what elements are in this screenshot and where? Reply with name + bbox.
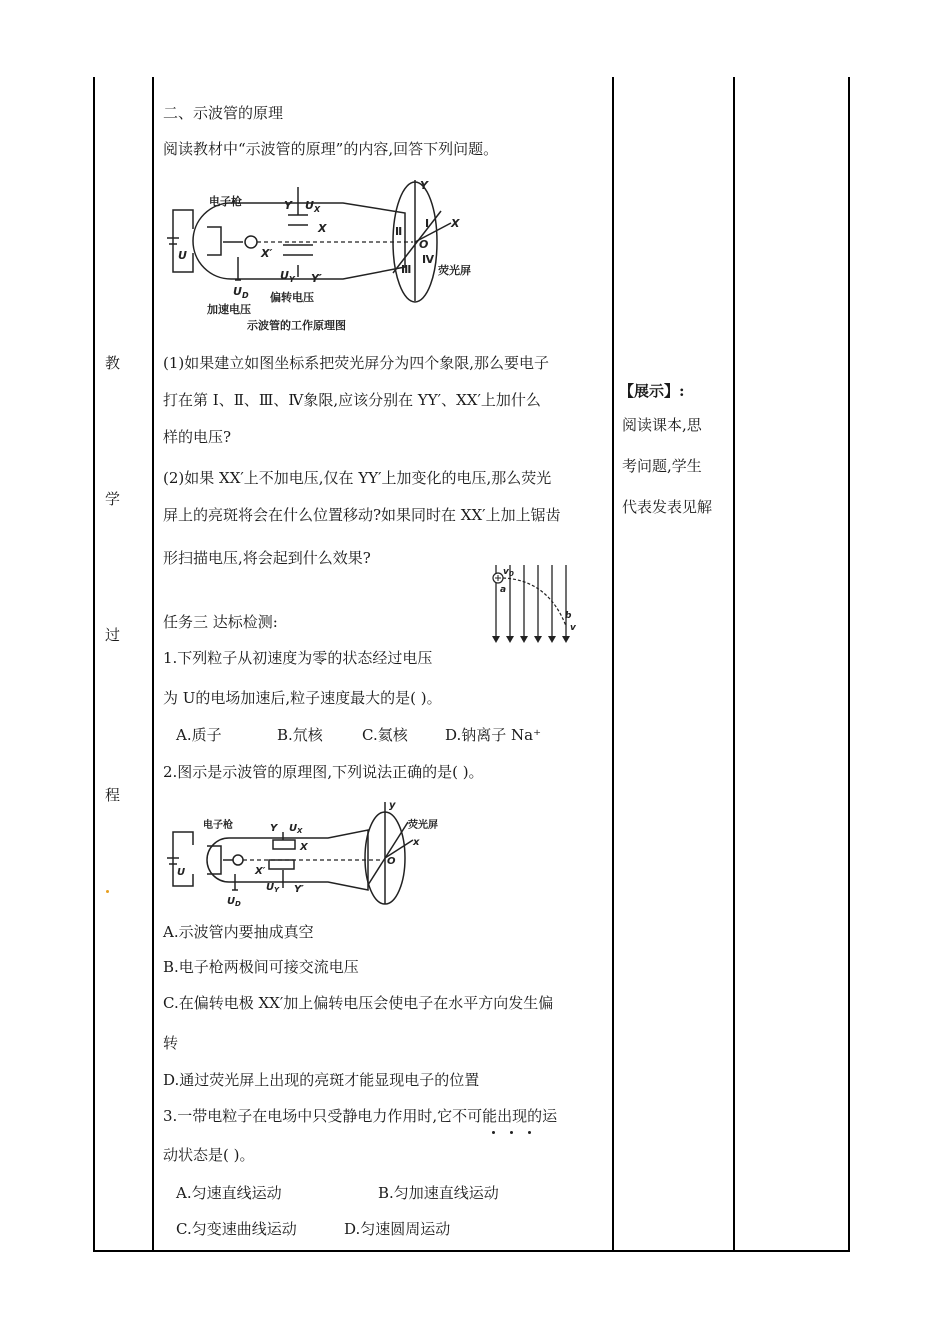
q1-line-1: (1)如果建立如图坐标系把荧光屏分为四个象限,那么要电子 — [163, 354, 550, 372]
emphasis-dot — [492, 1131, 495, 1134]
table-border-right — [848, 77, 850, 1252]
section-title: 二、示波管的原理 — [163, 104, 284, 122]
table-divider-3 — [733, 77, 735, 1252]
svg-text:X: X — [300, 842, 308, 853]
svg-text:a: a — [500, 585, 507, 595]
right-line-3: 代表发表见解 — [622, 498, 713, 516]
p3-option-c: C.匀变速曲线运动 — [176, 1220, 297, 1238]
q2-line-2: 屏上的亮斑将会在什么位置移动?如果同时在 XX′上加上锯齿 — [163, 506, 561, 524]
right-line-2: 考问题,学生 — [622, 457, 702, 475]
q2-line-3: 形扫描电压,将会起到什么效果? — [163, 549, 371, 567]
p2-option-b: B.电子枪两极间可接交流电压 — [163, 958, 359, 976]
svg-text:X: X — [451, 217, 460, 230]
q1-line-2: 打在第 Ⅰ、Ⅱ、Ⅲ、Ⅳ象限,应该分别在 YY′、XX′上加什么 — [163, 391, 541, 409]
oscilloscope-diagram-2 — [163, 800, 453, 910]
svg-text:示波管的工作原理图: 示波管的工作原理图 — [247, 319, 346, 332]
section-intro: 阅读教材中“示波管的原理”的内容,回答下列问题。 — [163, 140, 499, 158]
svg-text:Ⅰ: Ⅰ — [425, 217, 430, 230]
svg-text:D: D — [235, 900, 241, 908]
table-bottom-border — [93, 1250, 850, 1252]
svg-text:Y: Y — [289, 275, 295, 284]
svg-text:Ⅲ: Ⅲ — [401, 263, 412, 276]
svg-text:荧光屏: 荧光屏 — [438, 264, 471, 277]
emphasis-dot — [510, 1131, 513, 1134]
svg-text:Y′: Y′ — [311, 272, 322, 285]
svg-text:U: U — [178, 249, 187, 262]
svg-text:v: v — [570, 623, 576, 633]
svg-text:X′: X′ — [255, 866, 266, 877]
p2-option-d: D.通过荧光屏上出现的亮斑才能显现电子的位置 — [163, 1071, 480, 1089]
q1-line-3: 样的电压? — [163, 428, 232, 446]
svg-text:Ⅳ: Ⅳ — [422, 253, 435, 266]
p3-option-d: D.匀速圆周运动 — [344, 1220, 451, 1238]
svg-text:Y: Y — [420, 179, 428, 192]
svg-text:U: U — [233, 285, 242, 298]
svg-text:O: O — [419, 238, 429, 251]
p2-stem: 2.图示是示波管的原理图,下列说法正确的是( )。 — [163, 763, 484, 781]
p1-option-d: D.钠离子 Na⁺ — [445, 726, 542, 744]
p1-option-a: A.质子 — [176, 726, 222, 744]
q2-line-1: (2)如果 XX′上不加电压,仅在 YY′上加变化的电压,那么荧光 — [163, 469, 552, 487]
svg-text:Y: Y — [270, 823, 278, 834]
svg-text:Y: Y — [274, 886, 280, 894]
p2-option-a: A.示波管内要抽成真空 — [163, 923, 314, 941]
svg-text:X′: X′ — [261, 247, 273, 260]
svg-text:加速电压: 加速电压 — [207, 303, 251, 316]
svg-text:U: U — [289, 823, 298, 834]
svg-text:D: D — [242, 291, 249, 300]
svg-text:b: b — [565, 611, 572, 621]
table-divider-2 — [612, 77, 614, 1252]
svg-text:U: U — [305, 199, 314, 212]
emphasis-dot — [528, 1131, 531, 1134]
svg-text:U: U — [280, 269, 289, 282]
p3-option-a: A.匀速直线运动 — [176, 1184, 282, 1202]
svg-text:U: U — [227, 896, 236, 907]
svg-text:O: O — [387, 856, 396, 867]
left-char-2: 学 — [105, 490, 121, 508]
svg-text:v: v — [503, 567, 509, 577]
p2-option-c-cont: 转 — [163, 1034, 179, 1052]
oscilloscope-diagram-1 — [163, 175, 473, 335]
show-tag: 【展示】: — [619, 382, 685, 400]
p3-option-b: B.匀加速直线运动 — [378, 1184, 499, 1202]
svg-text:U: U — [177, 867, 186, 878]
p1-option-b: B.氘核 — [277, 726, 323, 744]
svg-text:U: U — [266, 882, 275, 893]
svg-text:偏转电压: 偏转电压 — [270, 291, 314, 304]
p1-line-1: 1.下列粒子从初速度为零的状态经过电压 — [163, 649, 433, 667]
table-divider-1 — [152, 77, 154, 1252]
svg-text:Ⅱ: Ⅱ — [395, 225, 403, 238]
p2-option-c: C.在偏转电极 XX′加上偏转电压会使电子在水平方向发生偏 — [163, 994, 554, 1012]
stray-mark — [106, 890, 109, 893]
svg-text:电子枪: 电子枪 — [209, 195, 242, 208]
p3-line-2: 动状态是( )。 — [163, 1146, 255, 1164]
task3-title: 任务三 达标检测: — [163, 613, 278, 631]
svg-text:电子枪: 电子枪 — [203, 820, 233, 831]
svg-text:x: x — [413, 837, 420, 848]
svg-text:荧光屏: 荧光屏 — [408, 820, 438, 831]
svg-text:X: X — [318, 222, 327, 235]
svg-text:0: 0 — [509, 570, 514, 578]
left-char-3: 过 — [105, 626, 121, 644]
right-line-1: 阅读课本,思 — [622, 416, 702, 434]
svg-text:Y′: Y′ — [294, 884, 304, 895]
svg-text:X: X — [314, 205, 321, 214]
p1-line-2: 为 U的电场加速后,粒子速度最大的是( )。 — [163, 689, 442, 707]
field-trajectory-diagram — [488, 560, 583, 645]
svg-text:Y: Y — [284, 199, 292, 212]
svg-text:y: y — [389, 800, 396, 811]
left-char-1: 教 — [105, 354, 121, 372]
p1-option-c: C.氦核 — [362, 726, 408, 744]
p3-line-1: 3.一带电粒子在电场中只受静电力作用时,它不可能出现的运 — [163, 1107, 558, 1125]
svg-text:X: X — [297, 827, 303, 835]
table-border-left — [93, 77, 95, 1252]
left-char-4: 程 — [105, 786, 121, 804]
